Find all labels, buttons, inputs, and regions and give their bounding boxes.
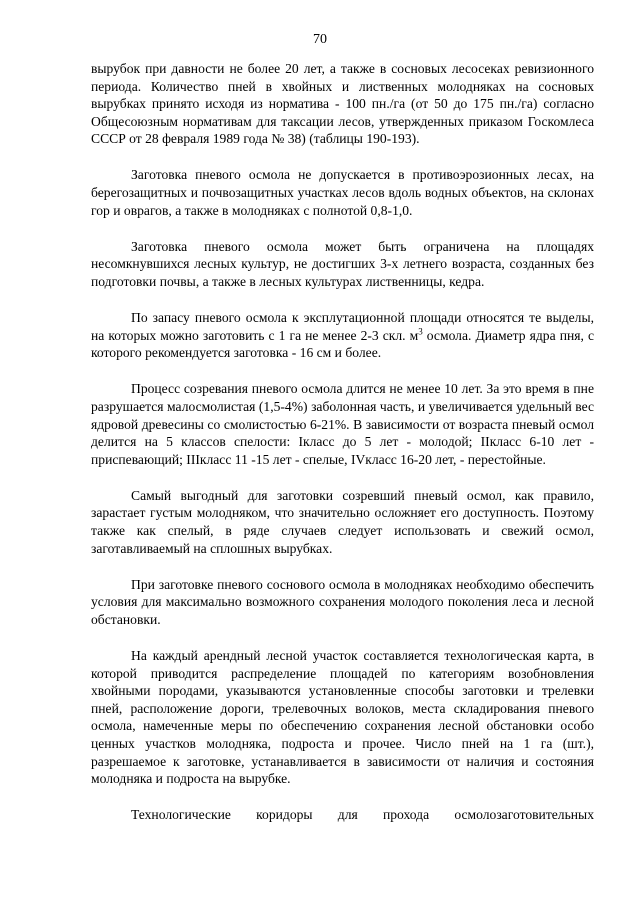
paragraph-4 <box>91 309 594 362</box>
paragraph-5: Процесс созревания пневого осмола длится не менее 10 лет. За это время в пне разрушается малосмолистая (1,5-4%) заболонная часть, и увеличивается удельный вес ядровой древесины со смолистостью 6-21%. В зависимости от возраста пневый осмол делится на 5 классов спелости: Iкласс до 5 лет - молодой; IIкласс 6-10 лет - приспевающий; IIIкласс 11 -15 лет - спелые, IVкласс 16-20 лет, - перестойные. <box>91 381 594 467</box>
paragraph-2: Заготовка пневого осмола не допускается в противоэрозионных лесах, на берегозащитных и почвозащитных участках лесов вдоль водных объектов, на склонах гор и оврагов, а также в молодняках с полнотой 0,8-1,0. <box>91 167 594 218</box>
document-body <box>91 60 594 824</box>
paragraph-4-text: По запасу пневого осмола к эксплутационной площади относятся те выделы, на которых можно заготовить с 1 га не менее 2-3 скл. м <box>91 310 594 343</box>
paragraph-3: Заготовка пневого осмола может быть ограничена на площадях несомкнувшихся лесных культур, не достигших 3-х летнего возраста, созданных без подготовки почвы, а также в лесных культурах лиственницы, кедра. <box>91 238 594 289</box>
cubic-superscript: 3 <box>418 326 423 337</box>
paragraph-4-text-end: осмола. Диаметр ядра пня, с которого рекомендуется заготовка - 16 см и более. <box>91 327 594 361</box>
paragraph-1: вырубок при давности не более 20 лет, а также в сосновых лесосеках ревизионного периода. Количество пней в хвойных и лиственных молодняках на сосновых вырубках принято исходя из норматива - 100 пн./га (от 50 до 175 пн./га) согласно Общесоюзным нормативам для таксации лесов, утвержденных приказом Госкомлеса СССР от 28 февраля 1989 года № 38) (таблицы 190-193). <box>91 61 594 147</box>
paragraph-8: На каждый арендный лесной участок составляется технологическая карта, в которой приводится распределение площадей по категориям возобновления хвойными породами, указываются установленные способы заготовки и трелевки пней, расположение дороги, трелевочных волоков, места складирования пневого осмола, намеченные меры по обеспечению сохранения лесной обстановки особо ценных участков молодняка, подроста и прочее. Число пней на 1 га (шт.), разрешаемое к заготовке, устанавливается в зависимости от наличия и состояния молодняка и подроста на вырубке. <box>91 647 594 787</box>
paragraph-7: При заготовке пневого соснового осмола в молодняках необходимо обеспечить условия для максимально возможного сохранения молодого поколения леса и лесной обстановки. <box>91 576 594 627</box>
page-number: 70 <box>313 32 327 47</box>
paragraph-9: Технологические коридоры для прохода осмолозаготовительных <box>131 807 594 823</box>
paragraph-6: Самый выгодный для заготовки созревший пневый осмол, как правило, зарастает густым молодняком, что значительно осложняет его доступность. Поэтому также как спелый, в ряде случаев следует использовать и свежий осмол, заготавливаемый на сплошных вырубках. <box>91 487 594 556</box>
